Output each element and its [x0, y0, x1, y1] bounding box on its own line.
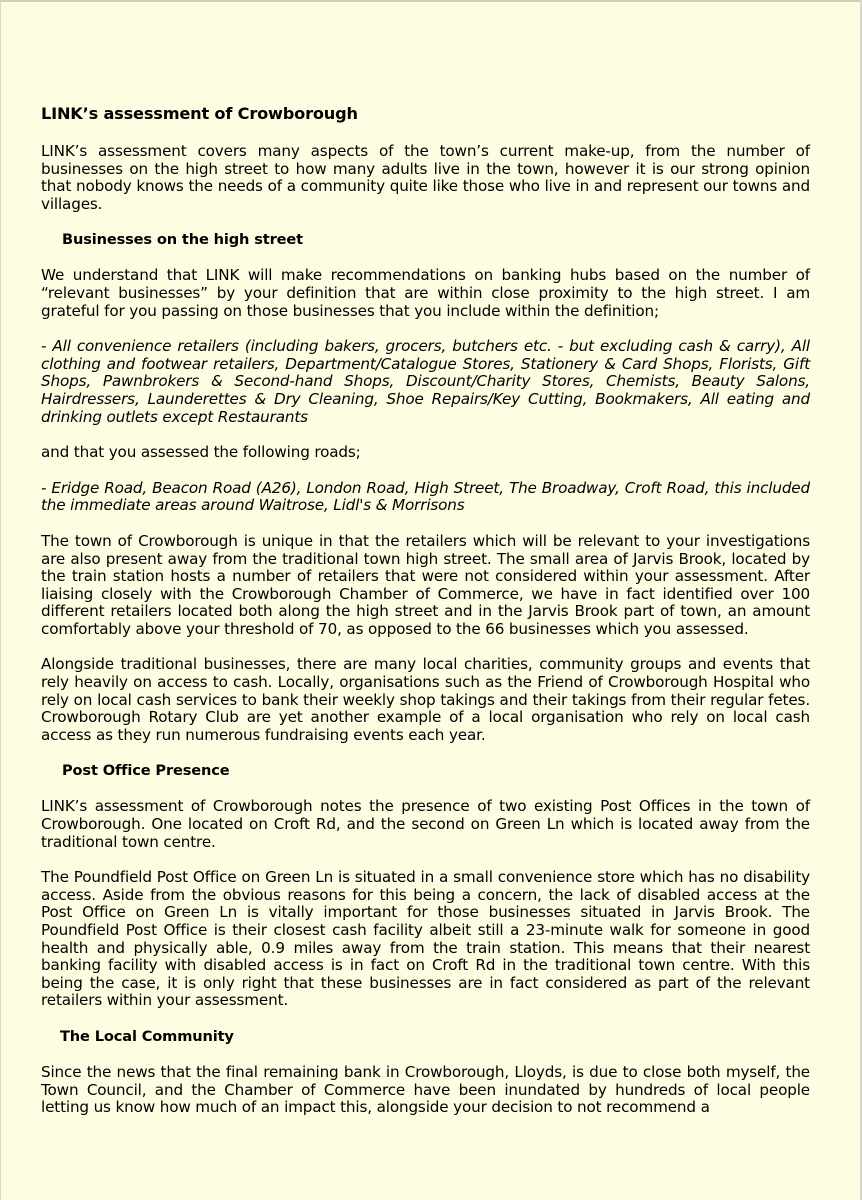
- businesses-paragraph-definition: We understand that LINK will make recommendations on banking hubs based on the number of “relevant businesses” by your definition that are within close proximity to the high street. I am grateful for you passing on those businesses that you include within the definition;: [41, 266, 810, 320]
- intro-paragraph: LINK’s assessment covers many aspects of the town’s current make-up, from the number of businesses on the high street to how many adults live in the town, however it is our strong opinion that nobody knows the needs of a community quite like those who live in and represent our towns and villages.: [41, 142, 810, 213]
- businesses-paragraph-jarvis-brook: The town of Crowborough is unique in that the retailers which will be relevant to your investigations are also present away from the traditional town high street. The small area of Jarvis Brook, located by the train station hosts a number of retailers that were not considered within your assessment. After liaising closely with the Crowborough Chamber of Commerce, we have in fact identified over 100 different retailers located both along the high street and in the Jarvis Brook part of town, an amount comfortably above your threshold of 70, as opposed to the 66 businesses which you assessed.: [41, 531, 810, 638]
- section-heading-post-office: Post Office Presence: [62, 762, 230, 780]
- section-heading-local-community: The Local Community: [60, 1027, 234, 1045]
- document-title: LINK’s assessment of Crowborough: [41, 104, 358, 123]
- businesses-quote-roads: - Eridge Road, Beacon Road (A26), London Road, High Street, The Broadway, Croft Road, this included the immediate areas around Waitrose, Lidl's & Morrisons: [41, 478, 810, 515]
- businesses-quote-retailer-types: - All convenience retailers (including bakers, grocers, butchers etc. - but excluding cash & carry), All clothing and footwear retailers, Department/Catalogue Stores, Stationery & Card Shops, Florists, Gift Shops, Pawnbrokers & Second-hand Shops, Discount/Charity Stores, Chemists, Beauty Salons, Hairdressers, Launderettes & Dry Cleaning, Shoe Repairs/Key Cutting, Bookmakers, All eating and drinking outlets except Restaurants: [41, 337, 810, 426]
- page-top-border: [0, 0, 862, 2]
- letter-page: [41, 104, 810, 1135]
- businesses-paragraph-charities: Alongside traditional businesses, there are many local charities, community groups and events that rely heavily on access to cash. Locally, organisations such as the Friend of Crowborough Hospital who rely on local cash services to bank their weekly shop takings and their takings from their regular fetes. Crowborough Rotary Club are yet another example of a local organisation who rely on local cash access as they run numerous fundraising events each year.: [41, 655, 810, 744]
- post-office-paragraph-poundfield: The Poundfield Post Office on Green Ln is situated in a small convenience store which has no disability access. Aside from the obvious reasons for this being a concern, the lack of disabled access at the Post Office on Green Ln is vitally important for those businesses situated in Jarvis Brook. The Poundfield Post Office is their closest cash facility albeit still a 23-minute walk for someone in good health and physically able, 0.9 miles away from the train station. This means that their nearest banking facility with disabled access is in fact on Croft Rd in the traditional town centre. With this being the case, it is only right that these businesses are in fact considered as part of the relevant retailers within your assessment.: [41, 868, 810, 1010]
- post-office-paragraph-presence: LINK’s assessment of Crowborough notes the presence of two existing Post Offices in the town of Crowborough. One located on Croft Rd, and the second on Green Ln which is located away from the traditional town centre.: [41, 797, 810, 851]
- page-left-border: [0, 0, 1, 1200]
- section-heading-businesses: Businesses on the high street: [62, 231, 303, 249]
- local-community-paragraph: Since the news that the final remaining bank in Crowborough, Lloyds, is due to close both myself, the Town Council, and the Chamber of Commerce have been inundated by hundreds of local people letting us know how much of an impact this, alongside your decision to not recommend a: [41, 1062, 810, 1117]
- businesses-paragraph-roads-intro: and that you assessed the following roads;: [41, 443, 361, 462]
